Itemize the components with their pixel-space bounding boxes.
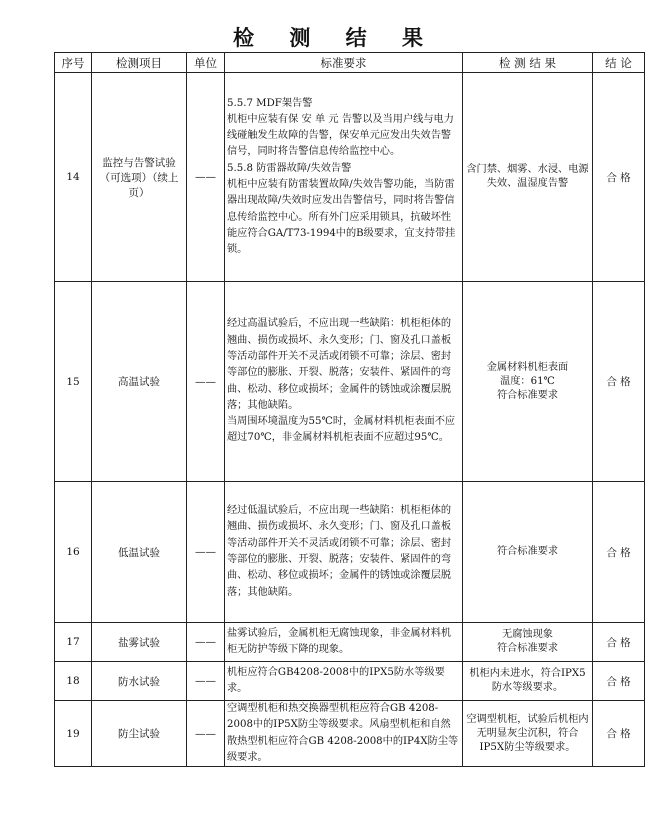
row-unit: —— xyxy=(187,73,225,282)
row-item: 监控与告警试验（可选项）（续上页） xyxy=(92,73,187,282)
page-title: 检 测 结 果 xyxy=(233,26,437,50)
row-conclusion: 合 格 xyxy=(593,482,645,623)
header-item: 检测项目 xyxy=(92,53,187,73)
row-conclusion: 合 格 xyxy=(593,662,645,701)
row-result: 空调型机柜，试验后机柜内无明显灰尘沉积，符合IP5X防尘等级要求。 xyxy=(463,701,593,767)
row-result: 金属材料机柜表面 温度：61℃ 符合标准要求 xyxy=(463,282,593,482)
row-result: 无腐蚀现象 符合标准要求 xyxy=(463,623,593,662)
header-unit: 单位 xyxy=(187,53,225,73)
row-conclusion: 合 格 xyxy=(593,701,645,767)
table-row xyxy=(55,623,645,662)
row-standard: 经过高温试验后，不应出现一些缺陷：机柜柜体的翘曲、损伤或损坏、永久变形；门、窗及孔口盖板等活动部件开关不灵活或闭锁不可靠；涂层、密封等部位的膨胀、开裂、脱落；安装件、紧固件的弯曲、松动、移位或损坏；金属件的锈蚀或涂覆层脱落；其他缺陷。 当周围环境温度为55℃时，金属材料机柜表面不应超过70℃，非金属材料机柜表面不应超过95℃。 xyxy=(225,282,463,482)
row-standard: 5.5.7 MDF架告警 机柜中应装有保 安 单 元 告警以及当用户线与电力线碰触发生故障的告警，保安单元应发出失效告警信号，同时将告警信息传给监控中心。 5.5.8 防雷器故障/失效告警 机柜中应装有防雷装置故障/失效告警功能，当防雷器出现故障/失效时应发出告警信号，同时将告警信息传给监控中心。所有外门应采用锁具，抗破坏性能应符合GA/T73-1994中的B级要求，宜支持带挂锁。 xyxy=(225,73,463,282)
row-seq: 19 xyxy=(55,701,92,767)
row-seq: 17 xyxy=(55,623,92,662)
row-seq: 14 xyxy=(55,73,92,282)
row-item: 防水试验 xyxy=(92,662,187,701)
table-row xyxy=(55,73,645,282)
row-result: 机柜内未进水，符合IPX5防水等级要求。 xyxy=(463,662,593,701)
row-seq: 16 xyxy=(55,482,92,623)
row-unit: —— xyxy=(187,662,225,701)
results-table xyxy=(54,52,645,767)
row-item: 盐雾试验 xyxy=(92,623,187,662)
header-seq: 序号 xyxy=(55,53,92,73)
row-unit: —— xyxy=(187,701,225,767)
table-row xyxy=(55,482,645,623)
row-unit: —— xyxy=(187,282,225,482)
header-standard: 标准要求 xyxy=(225,53,463,73)
table-header-row xyxy=(55,53,645,73)
row-item: 高温试验 xyxy=(92,282,187,482)
table-row xyxy=(55,701,645,767)
row-item: 低温试验 xyxy=(92,482,187,623)
table-row xyxy=(55,282,645,482)
table-row xyxy=(55,662,645,701)
row-seq: 15 xyxy=(55,282,92,482)
row-conclusion: 合 格 xyxy=(593,73,645,282)
row-standard: 机柜应符合GB4208-2008中的IPX5防水等级要求。 xyxy=(225,662,463,701)
row-conclusion: 合 格 xyxy=(593,282,645,482)
row-result: 含门禁、烟雾、水浸、电源失效、温湿度告警 xyxy=(463,73,593,282)
header-conclusion: 结 论 xyxy=(593,53,645,73)
row-result: 符合标准要求 xyxy=(463,482,593,623)
row-item: 防尘试验 xyxy=(92,701,187,767)
row-unit: —— xyxy=(187,623,225,662)
row-standard: 经过低温试验后，不应出现一些缺陷：机柜柜体的翘曲、损伤或损坏、永久变形；门、窗及孔口盖板等活动部件开关不灵活或闭锁不可靠；涂层、密封等部位的膨胀、开裂、脱落；安装件、紧固件的弯曲、松动、移位或损坏；金属件的锈蚀或涂覆层脱落；其他缺陷。 xyxy=(225,482,463,623)
row-standard: 空调型机柜和热交换器型机柜应符合GB 4208-2008中的IP5X防尘等级要求。风扇型机柜和自然散热型机柜应符合GB 4208-2008中的IP4X防尘等级要求。 xyxy=(225,701,463,767)
header-result: 检 测 结 果 xyxy=(463,53,593,73)
row-conclusion: 合 格 xyxy=(593,623,645,662)
row-standard: 盐雾试验后，金属机柜无腐蚀现象，非金属材料机柜无防护等级下降的现象。 xyxy=(225,623,463,662)
row-seq: 18 xyxy=(55,662,92,701)
row-unit: —— xyxy=(187,482,225,623)
